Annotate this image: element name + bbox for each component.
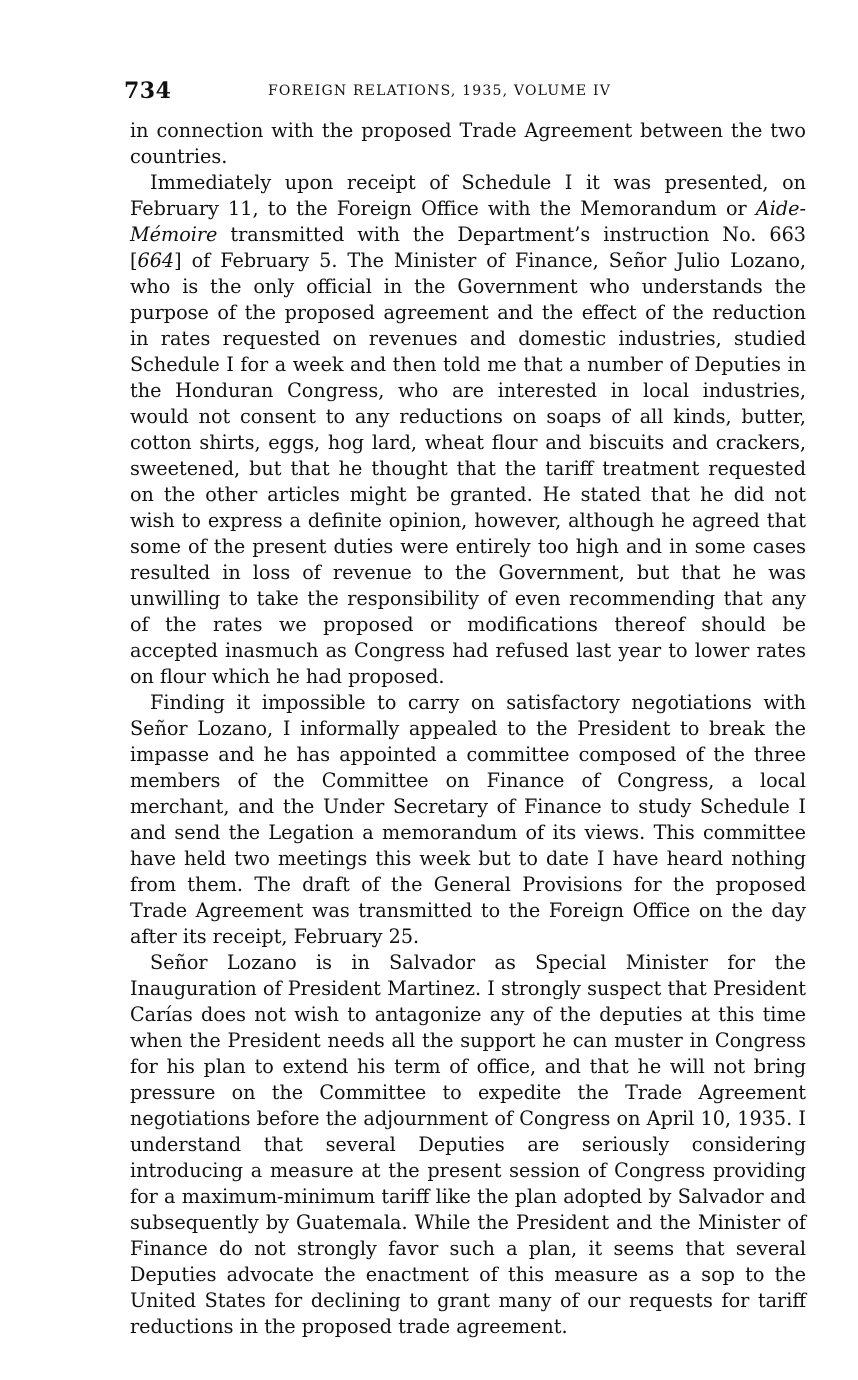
document-page	[124, 78, 806, 1340]
body-text	[130, 118, 806, 1340]
page-number: 734	[124, 78, 172, 104]
paragraph-lozano-salvador: Señor Lozano is in Salvador as Special Minister for the Inauguration of President Martinez. I strongly suspect that President Carías does not wish to antagonize any of the deputies at this time when the President needs all the support he can muster in Congress for his plan to extend his term of office, and that he will not bring pressure on the Committee to expedite the Trade Agreement negotiations before the adjournment of Congress on April 10, 1935. I understand that several Deputies are seriously considering introducing a measure at the present session of Congress providing for a maximum-minimum tariff like the plan adopted by Salvador and subsequently by Guatemala. While the President and the Minister of Finance do not strongly favor such a plan, it seems that several Deputies advocate the enactment of this measure as a sop to the United States for declining to grant many of our requests for tariff reductions in the proposed trade agreement.	[130, 951, 806, 1338]
paragraph-schedule-presented	[130, 170, 806, 690]
paragraph-text-segment: Immediately upon receipt of Schedule I it was presented, on February 11, to the Foreign Office with the Memorandum or	[130, 171, 806, 220]
paragraph-committee-appointed: Finding it impossible to carry on satisfactory negotiations with Señor Lozano, I informally appealed to the President to break the impasse and he has appointed a committee composed of the three members of the Committee on Finance of Congress, a local merchant, and the Under Secretary of Finance to study Schedule I and send the Legation a memorandum of its views. This committee have held two meetings this week but to date I have heard nothing from them. The draft of the General Provisions for the proposed Trade Agreement was transmitted to the Foreign Office on the day after its receipt, February 25.	[130, 691, 806, 948]
aide-memoire-term: Aide-Mémoire	[130, 197, 806, 246]
paragraph-text-segment: ] of February 5. The Minister of Finance, Señor Julio Lozano, who is the only official in the Government who understands the purpose of the proposed agreement and the effect of the reduction in rates requested on revenues and domestic industries, studied Schedule I for a week and then told me that a number of Deputies in the Honduran Congress, who are interested in local industries, would not consent to any reductions on soaps of all kinds, butter, cotton shirts, eggs, hog lard, wheat flour and biscuits and crackers, sweetened, but that he thought that the tariff treatment requested on the other articles might be granted. He stated that he did not wish to express a definite opinion, however, although he agreed that some of the present duties were entirely too high and in some cases resulted in loss of revenue to the Government, but that he was unwilling to take the responsibility of even recommending that any of the rates we proposed or modifications thereof should be accepted inasmuch as Congress had refused last year to lower rates on flour which he had proposed.	[130, 249, 806, 688]
paragraph-text-segment: transmitted with the Department’s instruction No. 663 [	[130, 223, 806, 272]
bracketed-instruction-number: 664	[137, 249, 175, 272]
paragraph-continuation: in connection with the proposed Trade Agreement between the two countries.	[130, 119, 806, 168]
running-head	[124, 78, 806, 108]
running-head-title: FOREIGN RELATIONS, 1935, VOLUME IV	[268, 83, 612, 99]
